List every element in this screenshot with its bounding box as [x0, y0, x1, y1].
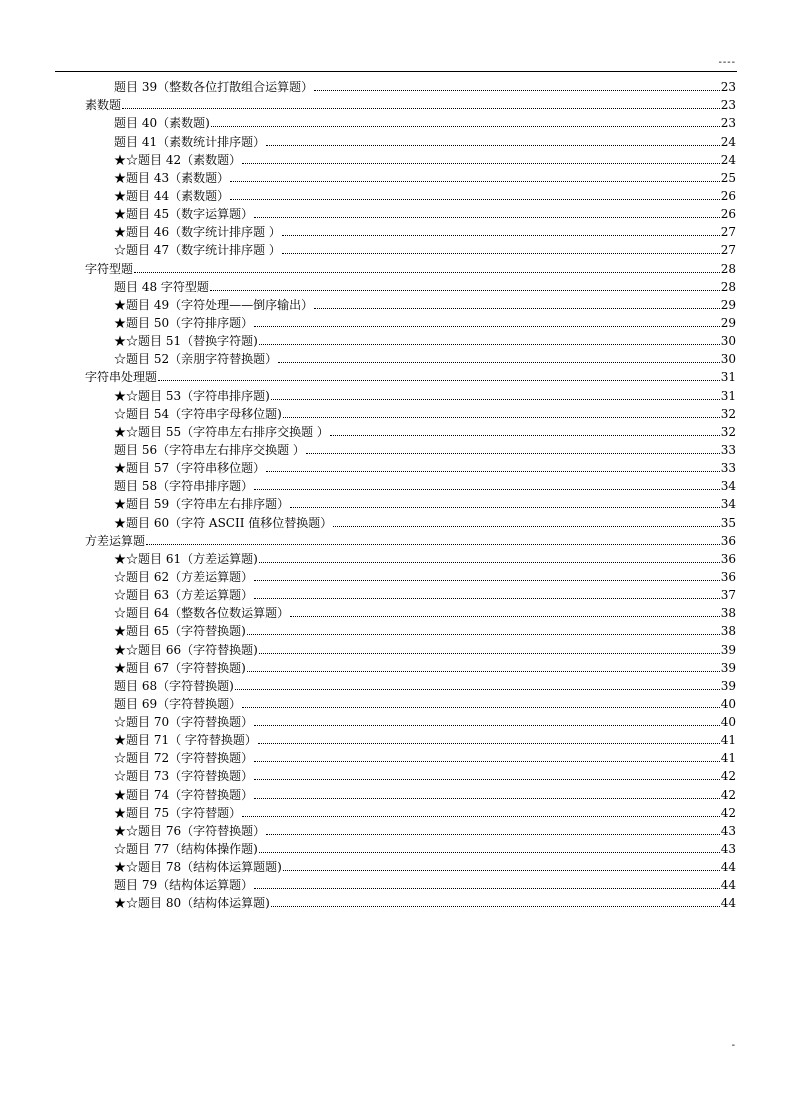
- toc-entry-title: 题目 40（素数题): [114, 116, 210, 131]
- toc-entry-page-number: 40: [720, 696, 736, 711]
- toc-entry-page-number: 34: [720, 497, 736, 512]
- toc-entry-page-number: 23: [720, 116, 736, 131]
- toc-subsection-entry[interactable]: [85, 203, 736, 221]
- toc-subsection-entry[interactable]: [85, 729, 736, 747]
- toc-dot-leader: [283, 417, 720, 418]
- page-footer-mark: -: [731, 1040, 735, 1051]
- toc-subsection-entry[interactable]: [85, 620, 736, 638]
- toc-subsection-entry[interactable]: [85, 711, 736, 729]
- toc-subsection-entry[interactable]: [85, 221, 736, 239]
- toc-entry-title: ★题目 59（字符串左右排序题）: [114, 497, 290, 512]
- toc-entry-title: ☆题目 54（字符串字母移位题): [114, 406, 282, 421]
- toc-entry-page-number: 37: [720, 588, 736, 603]
- toc-dot-leader: [230, 181, 720, 182]
- toc-entry-title: ★题目 71（ 字符替换题）: [114, 733, 257, 748]
- table-of-contents: [85, 76, 736, 910]
- toc-dot-leader: [254, 489, 720, 490]
- toc-entry-title: ★☆题目 78（结构体运算题题): [114, 860, 282, 875]
- toc-subsection-entry[interactable]: [85, 185, 736, 203]
- toc-entry-title: 字符串处理题: [85, 370, 158, 385]
- toc-entry-title: ★题目 75（字符替题）: [114, 805, 242, 820]
- toc-entry-page-number: 32: [720, 406, 736, 421]
- toc-entry-title: 题目 39（整数各位打散组合运算题）: [114, 80, 314, 95]
- toc-dot-leader: [259, 653, 720, 654]
- toc-subsection-entry[interactable]: [85, 874, 736, 892]
- toc-subsection-entry[interactable]: [85, 802, 736, 820]
- toc-dot-leader: [242, 816, 720, 817]
- toc-entry-page-number: 29: [720, 315, 736, 330]
- toc-entry-page-number: 44: [720, 860, 736, 875]
- toc-entry-title: ★题目 44（素数题）: [114, 188, 230, 203]
- toc-dot-leader: [290, 616, 720, 617]
- toc-subsection-entry[interactable]: [85, 584, 736, 602]
- toc-subsection-entry[interactable]: [85, 149, 736, 167]
- toc-dot-leader: [283, 870, 720, 871]
- toc-entry-title: 题目 48 字符型题: [114, 279, 209, 294]
- toc-entry-page-number: 27: [720, 243, 736, 258]
- toc-entry-title: ★题目 60（字符 ASCII 值移位替换题）: [114, 515, 333, 530]
- toc-dot-leader: [330, 435, 720, 436]
- toc-subsection-entry[interactable]: [85, 747, 736, 765]
- page-header-mark: ----: [718, 57, 736, 68]
- toc-subsection-entry[interactable]: [85, 312, 736, 330]
- toc-entry-page-number: 30: [720, 334, 736, 349]
- header-rule: [55, 71, 737, 72]
- toc-entry-page-number: 42: [720, 787, 736, 802]
- toc-dot-leader: [266, 834, 720, 835]
- toc-dot-leader: [242, 707, 720, 708]
- toc-dot-leader: [210, 290, 720, 291]
- toc-subsection-entry[interactable]: [85, 403, 736, 421]
- toc-entry-page-number: 24: [720, 152, 736, 167]
- toc-entry-page-number: 38: [720, 606, 736, 621]
- toc-dot-leader: [254, 725, 720, 726]
- toc-entry-page-number: 35: [720, 515, 736, 530]
- toc-subsection-entry[interactable]: [85, 511, 736, 529]
- toc-dot-leader: [271, 906, 720, 907]
- toc-dot-leader: [247, 634, 720, 635]
- toc-entry-title: ★题目 45（数字运算题）: [114, 207, 254, 222]
- toc-subsection-entry[interactable]: [85, 675, 736, 693]
- toc-dot-leader: [282, 253, 720, 254]
- toc-entry-page-number: 42: [720, 769, 736, 784]
- toc-dot-leader: [266, 145, 720, 146]
- toc-subsection-entry[interactable]: [85, 820, 736, 838]
- toc-entry-page-number: 42: [720, 805, 736, 820]
- toc-subsection-entry[interactable]: [85, 294, 736, 312]
- toc-subsection-entry[interactable]: [85, 765, 736, 783]
- toc-entry-page-number: 23: [720, 98, 736, 113]
- toc-entry-title: ☆题目 77（结构体操作题): [114, 842, 258, 857]
- toc-subsection-entry[interactable]: [85, 421, 736, 439]
- toc-entry-title: ★题目 67（字符替换题): [114, 660, 246, 675]
- toc-dot-leader: [259, 852, 720, 853]
- toc-dot-leader: [134, 272, 720, 273]
- toc-subsection-entry[interactable]: [85, 493, 736, 511]
- toc-subsection-entry[interactable]: [85, 693, 736, 711]
- toc-entry-title: ★☆题目 55（字符串左右排序交换题 ）: [114, 424, 329, 439]
- toc-entry-page-number: 31: [720, 370, 736, 385]
- toc-entry-page-number: 25: [720, 170, 736, 185]
- toc-dot-leader: [282, 235, 720, 236]
- toc-dot-leader: [247, 671, 720, 672]
- toc-entry-page-number: 44: [720, 878, 736, 893]
- toc-entry-page-number: 36: [720, 533, 736, 548]
- toc-dot-leader: [254, 326, 720, 327]
- toc-entry-title: ★题目 46（数字统计排序题 ）: [114, 225, 281, 240]
- toc-dot-leader: [242, 163, 720, 164]
- toc-entry-page-number: 41: [720, 751, 736, 766]
- toc-entry-page-number: 36: [720, 569, 736, 584]
- toc-entry-title: ☆题目 73（字符替换题）: [114, 769, 254, 784]
- toc-entry-title: ☆题目 64（整数各位数运算题）: [114, 606, 290, 621]
- toc-section-entry[interactable]: [85, 530, 736, 548]
- toc-entry-page-number: 43: [720, 842, 736, 857]
- toc-subsection-entry[interactable]: [85, 602, 736, 620]
- toc-dot-leader: [230, 199, 720, 200]
- toc-dot-leader: [254, 761, 720, 762]
- toc-entry-title: ☆题目 62（方差运算题）: [114, 569, 254, 584]
- toc-entry-title: ★☆题目 51（替换字符题): [114, 334, 258, 349]
- toc-entry-title: ★题目 43（素数题）: [114, 170, 230, 185]
- toc-dot-leader: [254, 798, 720, 799]
- toc-entry-page-number: 43: [720, 823, 736, 838]
- toc-dot-leader: [211, 126, 720, 127]
- toc-dot-leader: [314, 308, 720, 309]
- toc-subsection-entry[interactable]: [85, 457, 736, 475]
- toc-entry-title: ☆题目 52（亲朋字符替换题）: [114, 352, 278, 367]
- toc-entry-page-number: 32: [720, 424, 736, 439]
- toc-entry-page-number: 23: [720, 80, 736, 95]
- toc-dot-leader: [290, 507, 720, 508]
- toc-subsection-entry[interactable]: [85, 348, 736, 366]
- toc-dot-leader: [258, 743, 720, 744]
- toc-entry-page-number: 41: [720, 733, 736, 748]
- toc-subsection-entry[interactable]: [85, 167, 736, 185]
- toc-entry-title: ★☆题目 53（字符串排序题): [114, 388, 270, 403]
- toc-subsection-entry[interactable]: [85, 112, 736, 130]
- toc-dot-leader: [158, 380, 720, 381]
- toc-entry-title: 题目 68（字符替换题): [114, 678, 234, 693]
- toc-dot-leader: [266, 471, 720, 472]
- toc-entry-page-number: 26: [720, 188, 736, 203]
- toc-dot-leader: [278, 362, 720, 363]
- toc-subsection-entry[interactable]: [85, 475, 736, 493]
- toc-dot-leader: [235, 689, 720, 690]
- toc-subsection-entry[interactable]: [85, 856, 736, 874]
- toc-entry-page-number: 30: [720, 352, 736, 367]
- toc-entry-page-number: 44: [720, 896, 736, 911]
- toc-entry-title: ★题目 74（字符替换题）: [114, 787, 254, 802]
- toc-subsection-entry[interactable]: [85, 566, 736, 584]
- toc-dot-leader: [333, 526, 719, 527]
- toc-entry-page-number: 38: [720, 624, 736, 639]
- toc-entry-page-number: 39: [720, 642, 736, 657]
- toc-entry-page-number: 28: [720, 261, 736, 276]
- toc-subsection-entry[interactable]: [85, 276, 736, 294]
- toc-entry-title: 题目 56（字符串左右排序交换题 ）: [114, 442, 305, 457]
- toc-subsection-entry[interactable]: [85, 330, 736, 348]
- toc-entry-page-number: 39: [720, 660, 736, 675]
- toc-entry-page-number: 39: [720, 678, 736, 693]
- toc-entry-title: ☆题目 63（方差运算题）: [114, 588, 254, 603]
- toc-entry-title: 题目 58（字符串排序题）: [114, 479, 254, 494]
- toc-subsection-entry[interactable]: [85, 130, 736, 148]
- toc-entry-title: ★题目 57（字符串移位题）: [114, 461, 266, 476]
- toc-entry-title: ☆题目 72（字符替换题）: [114, 751, 254, 766]
- toc-dot-leader: [306, 453, 720, 454]
- toc-dot-leader: [146, 544, 720, 545]
- toc-dot-leader: [259, 562, 720, 563]
- toc-subsection-entry[interactable]: [85, 638, 736, 656]
- toc-entry-page-number: 31: [720, 388, 736, 403]
- toc-entry-page-number: 36: [720, 551, 736, 566]
- toc-entry-title: ★题目 50（字符排序题）: [114, 315, 254, 330]
- toc-entry-title: 字符型题: [85, 261, 134, 276]
- toc-entry-title: ★☆题目 66（字符替换题): [114, 642, 258, 657]
- toc-entry-title: 方差运算题: [85, 533, 146, 548]
- toc-entry-title: 题目 69（字符替换题）: [114, 696, 242, 711]
- toc-entry-page-number: 28: [720, 279, 736, 294]
- toc-entry-title: ☆题目 47（数字统计排序题 ）: [114, 243, 281, 258]
- toc-entry-page-number: 33: [720, 461, 736, 476]
- toc-entry-page-number: 34: [720, 479, 736, 494]
- toc-dot-leader: [254, 580, 720, 581]
- toc-subsection-entry[interactable]: [85, 892, 736, 910]
- toc-subsection-entry[interactable]: [85, 76, 736, 94]
- toc-entry-page-number: 27: [720, 225, 736, 240]
- toc-entry-page-number: 24: [720, 134, 736, 149]
- toc-entry-title: ★☆题目 76（字符替换题）: [114, 823, 266, 838]
- toc-dot-leader: [271, 399, 720, 400]
- toc-subsection-entry[interactable]: [85, 439, 736, 457]
- toc-entry-page-number: 29: [720, 297, 736, 312]
- toc-entry-title: ★☆题目 42（素数题）: [114, 152, 242, 167]
- toc-entry-page-number: 26: [720, 207, 736, 222]
- toc-subsection-entry[interactable]: [85, 657, 736, 675]
- toc-dot-leader: [254, 888, 720, 889]
- toc-entry-title: 题目 79（结构体运算题）: [114, 878, 254, 893]
- toc-section-entry[interactable]: [85, 257, 736, 275]
- toc-section-entry[interactable]: [85, 94, 736, 112]
- toc-dot-leader: [254, 598, 720, 599]
- toc-entry-page-number: 40: [720, 715, 736, 730]
- toc-dot-leader: [314, 90, 720, 91]
- toc-dot-leader: [254, 779, 720, 780]
- toc-entry-title: ★☆题目 61（方差运算题): [114, 551, 258, 566]
- toc-entry-title: 题目 41（素数统计排序题）: [114, 134, 266, 149]
- toc-entry-title: ★☆题目 80（结构体运算题): [114, 896, 270, 911]
- toc-dot-leader: [259, 344, 720, 345]
- toc-entry-title: ★题目 65（字符替换题): [114, 624, 246, 639]
- toc-subsection-entry[interactable]: [85, 384, 736, 402]
- toc-subsection-entry[interactable]: [85, 783, 736, 801]
- toc-subsection-entry[interactable]: [85, 239, 736, 257]
- toc-subsection-entry[interactable]: [85, 548, 736, 566]
- toc-entry-title: ★题目 49（字符处理——倒序输出）: [114, 297, 314, 312]
- toc-section-entry[interactable]: [85, 366, 736, 384]
- toc-dot-leader: [122, 108, 720, 109]
- toc-subsection-entry[interactable]: [85, 838, 736, 856]
- toc-entry-title: 素数题: [85, 98, 122, 113]
- toc-entry-page-number: 33: [720, 442, 736, 457]
- toc-dot-leader: [254, 217, 720, 218]
- toc-entry-title: ☆题目 70（字符替换题）: [114, 715, 254, 730]
